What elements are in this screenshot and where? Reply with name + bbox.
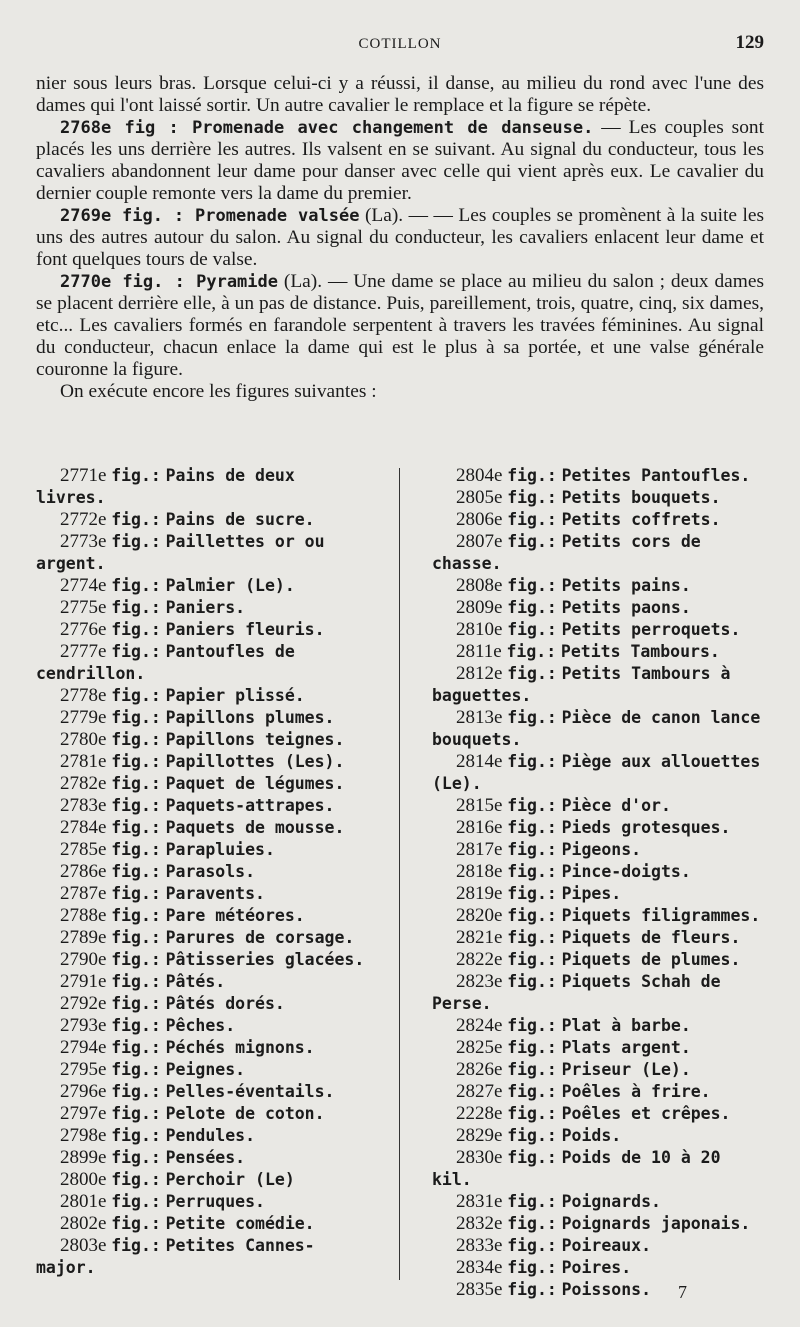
- figure-name: Petits coffrets.: [561, 510, 721, 529]
- figure-number: 2807e: [456, 531, 503, 552]
- figure-name: Petite comédie.: [165, 1214, 315, 1233]
- figure-list-item: [432, 1191, 764, 1213]
- figure-number: 2796e: [60, 1081, 107, 1102]
- figure-list-item: [36, 773, 366, 795]
- figure-number: 2787e: [60, 883, 107, 904]
- figure-name: Paquet de légumes.: [165, 774, 345, 793]
- figure-name: Pâtés dorés.: [165, 994, 285, 1013]
- figure-number: 2793e: [60, 1015, 107, 1036]
- figure-list-item: [36, 1037, 366, 1059]
- figure-name: Péchés mignons.: [165, 1038, 315, 1057]
- figure-number: 2800e: [60, 1169, 107, 1190]
- figure-label: fig.:: [111, 1170, 161, 1189]
- figure-number: 2798e: [60, 1125, 107, 1146]
- figure-label: fig.:: [507, 972, 557, 991]
- figure-number: 2831e: [456, 1191, 503, 1212]
- figure-number: 2777e: [60, 641, 107, 662]
- figure-name: Petits paons.: [561, 598, 691, 617]
- figure-number: 2801e: [60, 1191, 107, 1212]
- figure-name: Papillottes (Les).: [165, 752, 345, 771]
- figure-label: fig.:: [507, 576, 557, 595]
- figure-name: Pelote de coton.: [165, 1104, 325, 1123]
- figure-name: Piquets Schah de Perse.: [432, 972, 721, 1013]
- figure-name: Paniers fleuris.: [165, 620, 325, 639]
- figure-label: fig.:: [507, 818, 557, 837]
- figure-label: fig.:: [111, 1192, 161, 1211]
- figure-label: fig.:: [507, 510, 557, 529]
- figure-number: 2819e: [456, 883, 503, 904]
- figure-list-item: [36, 1103, 366, 1125]
- figure-number: 2808e: [456, 575, 503, 596]
- figure-number: 2829e: [456, 1125, 503, 1146]
- figure-number: 2781e: [60, 751, 107, 772]
- figure-number: 2809e: [456, 597, 503, 618]
- figure-list-item: [36, 927, 366, 949]
- paragraph-text: (La). — Une dame se place au milieu du salon ; deux dames se placent derrière elle, à un pas de distance. Puis, pareillement, trois, quatre, cinq, six dames, etc... Les cavaliers formés en farandole serpentent à travers les travées féminines. Au signal du conducteur, chacun enlace la dame qui est le plus à sa portée, et une valse générale couronne la figure.: [36, 271, 765, 380]
- figure-name: Parapluies.: [165, 840, 275, 859]
- figure-number: 2825e: [456, 1037, 503, 1058]
- figure-name: Pêches.: [165, 1016, 236, 1035]
- paragraph: [36, 73, 764, 117]
- figure-label: fig.:: [507, 664, 557, 683]
- figure-name: Petites Cannes-major.: [36, 1236, 315, 1277]
- figure-list-item: [432, 575, 764, 597]
- figure-number: 2779e: [60, 707, 107, 728]
- figure-label: fig.:: [507, 1126, 557, 1145]
- figure-label: fig.:: [507, 1148, 557, 1167]
- figure-number: 2830e: [456, 1147, 503, 1168]
- figure-list-item: [36, 509, 366, 531]
- figure-label: fig.:: [507, 1236, 557, 1255]
- figure-list-item: [36, 707, 366, 729]
- figure-list-item: [432, 1125, 764, 1147]
- figure-name: Piquets filigrammes.: [561, 906, 761, 925]
- column-divider: [399, 468, 400, 1280]
- figure-label: fig.:: [111, 642, 161, 661]
- figure-number: 2792e: [60, 993, 107, 1014]
- figure-number: 2790e: [60, 949, 107, 970]
- page-number: 129: [735, 32, 764, 53]
- figure-label: fig.:: [111, 686, 161, 705]
- figure-name: Piquets de plumes.: [561, 950, 741, 969]
- figure-list-item: [36, 597, 366, 619]
- figure-name: Poêles et crêpes.: [561, 1104, 731, 1123]
- figure-label: fig.:: [111, 730, 161, 749]
- figure-name: Poissons.: [561, 1280, 652, 1299]
- figure-label: fig.:: [111, 1016, 161, 1035]
- figure-list-item: [36, 1081, 366, 1103]
- figure-name: Pigeons.: [561, 840, 642, 859]
- figure-list-item: [36, 861, 366, 883]
- figure-name: Palmier (Le).: [165, 576, 295, 595]
- figure-label: fig.:: [111, 862, 161, 881]
- figure-number: 2834e: [456, 1257, 503, 1278]
- figure-list-item: [432, 465, 764, 487]
- figure-number: 2814e: [456, 751, 503, 772]
- figure-label: fig.:: [111, 972, 161, 991]
- figure-number: 2833e: [456, 1235, 503, 1256]
- figure-label: fig.:: [507, 1060, 557, 1079]
- figure-list-item: [432, 707, 764, 751]
- figure-label: fig.:: [507, 752, 557, 771]
- figure-name: Paniers.: [165, 598, 246, 617]
- figure-name: Perchoir (Le): [165, 1170, 295, 1189]
- figure-label: fig.:: [507, 840, 557, 859]
- figure-name: Poêles à frire.: [561, 1082, 711, 1101]
- figure-label: fig.:: [507, 1016, 557, 1035]
- figure-list-item: [432, 927, 764, 949]
- figure-label: fig.:: [111, 994, 161, 1013]
- figure-name: Poignards.: [561, 1192, 661, 1211]
- paragraph-text: (La). — — Les couples se promènent à la suite les uns des autres autour du salon. Au signal du conducteur, les cavaliers enlacent leur dame et font quelques tours de valse.: [36, 205, 765, 270]
- figure-label: fig.:: [507, 884, 557, 903]
- figure-number: 2794e: [60, 1037, 107, 1058]
- figure-label: fig.:: [507, 928, 557, 947]
- figure-label: fig.:: [507, 1038, 557, 1057]
- figure-list-item: [36, 817, 366, 839]
- figure-list-item: [36, 1213, 366, 1235]
- figure-label: fig.:: [111, 1148, 161, 1167]
- figure-list-item: [432, 509, 764, 531]
- figure-number: 2832e: [456, 1213, 503, 1234]
- figure-list-item: [36, 729, 366, 751]
- figure-name: Pâtisseries glacées.: [165, 950, 365, 969]
- paragraph-heading: 2770e fig. : Pyramide: [60, 272, 278, 292]
- figure-number: 2795e: [60, 1059, 107, 1080]
- paragraph-heading: 2769e fig. : Promenade valsée: [60, 206, 360, 226]
- figure-name: Petits Tambours.: [560, 642, 720, 661]
- figure-label: fig.:: [507, 1258, 557, 1277]
- figure-name: Papillons plumes.: [165, 708, 335, 727]
- figure-list-item: [36, 993, 366, 1015]
- figure-label: fig.:: [111, 774, 161, 793]
- figure-number: 2228e: [456, 1103, 503, 1124]
- figure-label: fig.:: [111, 1126, 161, 1145]
- figure-label: fig.:: [111, 532, 161, 551]
- figure-label: fig.:: [507, 796, 557, 815]
- figure-name: Petits cors de chasse.: [432, 532, 701, 573]
- figure-list-item: [36, 795, 366, 817]
- figure-number: 2782e: [60, 773, 107, 794]
- figure-list-item: [36, 949, 366, 971]
- figure-list-item: [432, 1235, 764, 1257]
- figure-number: 2804e: [456, 465, 503, 486]
- figure-number: 2797e: [60, 1103, 107, 1124]
- figure-label: fig.:: [111, 1214, 161, 1233]
- figure-label: fig.:: [111, 1060, 161, 1079]
- figure-list-item: [432, 1213, 764, 1235]
- figure-name: Parures de corsage.: [165, 928, 355, 947]
- figure-name: Papier plissé.: [165, 686, 305, 705]
- figure-name: Petits perroquets.: [561, 620, 741, 639]
- figure-label: fig.:: [111, 796, 161, 815]
- figure-number: 2789e: [60, 927, 107, 948]
- figure-label: fig.:: [111, 510, 161, 529]
- figure-list-item: [36, 1125, 366, 1147]
- figure-label: fig.:: [111, 598, 161, 617]
- figure-label: fig.:: [507, 950, 557, 969]
- figure-label: fig.:: [507, 1082, 557, 1101]
- figure-number: 2772e: [60, 509, 107, 530]
- figure-number: 2899e: [60, 1147, 107, 1168]
- figure-name: Paillettes or ou argent.: [36, 532, 325, 573]
- figure-number: 2806e: [456, 509, 503, 530]
- figure-name: Poids de 10 à 20 kil.: [432, 1148, 721, 1189]
- figure-list-item: [36, 839, 366, 861]
- figure-number: 2786e: [60, 861, 107, 882]
- figure-list-item: [36, 531, 366, 575]
- figure-label: fig.:: [507, 1104, 557, 1123]
- figure-name: Poids.: [561, 1126, 622, 1145]
- figure-name: Piège aux allouettes (Le).: [432, 752, 761, 793]
- figure-label: fig.:: [111, 884, 161, 903]
- figure-label: fig.:: [507, 466, 557, 485]
- figure-name: Poignards japonais.: [561, 1214, 751, 1233]
- figure-list-item: [432, 1279, 764, 1301]
- figure-number: 2778e: [60, 685, 107, 706]
- figure-list-item: [432, 1103, 764, 1125]
- figure-number: 2788e: [60, 905, 107, 926]
- figure-name: Petits Tambours à baguettes.: [432, 664, 731, 705]
- figure-name: Pains de deux livres.: [36, 466, 295, 507]
- figure-list-item: [36, 1235, 366, 1279]
- figure-list-item: [36, 1147, 366, 1169]
- figure-name: Pièce de canon lance bouquets.: [432, 708, 761, 749]
- figure-label: fig.:: [506, 642, 557, 661]
- figure-label: fig.:: [111, 906, 161, 925]
- figure-list-item: [432, 1147, 764, 1191]
- paragraph-heading: 2768e fig : Promenade avec changement de danseuse.: [60, 118, 594, 138]
- figure-name: Paravents.: [165, 884, 265, 903]
- figure-name: Pantoufles de cendrillon.: [36, 642, 295, 683]
- figure-name: Piquets de fleurs.: [561, 928, 741, 947]
- figure-label: fig.:: [111, 752, 161, 771]
- figure-label: fig.:: [507, 620, 557, 639]
- paragraph: [36, 205, 764, 271]
- figure-label: fig.:: [507, 598, 557, 617]
- figure-number: 2835e: [456, 1279, 503, 1300]
- paragraph-text: On exécute encore les figures suivantes :: [60, 381, 377, 402]
- figure-number: 2818e: [456, 861, 503, 882]
- figure-list-item: [432, 883, 764, 905]
- paragraph-text: nier sous leurs bras. Lorsque celui-ci y a réussi, il danse, au milieu du rond avec l'une des dames qui l'ont laissé sortir. Un autre cavalier le remplace et la figure se répète.: [36, 73, 764, 116]
- figure-number: 2802e: [60, 1213, 107, 1234]
- figure-number: 2811e: [456, 641, 502, 662]
- figure-list-item: [432, 663, 764, 707]
- figure-list-item: [432, 1059, 764, 1081]
- figure-number: 2774e: [60, 575, 107, 596]
- figure-list-item: [432, 817, 764, 839]
- figure-name: Peignes.: [165, 1060, 246, 1079]
- figure-list-item: [432, 949, 764, 971]
- figure-list-item: [432, 971, 764, 1015]
- figure-number: 2784e: [60, 817, 107, 838]
- figure-label: fig.:: [111, 466, 161, 485]
- figure-label: fig.:: [111, 708, 161, 727]
- figure-number: 2816e: [456, 817, 503, 838]
- figure-list-item: [36, 1169, 366, 1191]
- figure-list-item: [432, 619, 764, 641]
- figure-name: Pieds grotesques.: [561, 818, 731, 837]
- figure-name: Priseur (Le).: [561, 1060, 691, 1079]
- figure-label: fig.:: [111, 840, 161, 859]
- figure-number: 2826e: [456, 1059, 503, 1080]
- figure-list-item: [36, 883, 366, 905]
- figure-number: 2771e: [60, 465, 107, 486]
- signature-mark: 7: [678, 1282, 687, 1302]
- figure-list-item: [432, 795, 764, 817]
- figure-list-item: [432, 1037, 764, 1059]
- figure-list-item: [432, 861, 764, 883]
- figure-list-left-column: [36, 465, 366, 1279]
- paragraph: [36, 117, 764, 205]
- figure-list-item: [432, 1081, 764, 1103]
- figure-number: 2780e: [60, 729, 107, 750]
- figure-name: Perruques.: [165, 1192, 265, 1211]
- figure-list-item: [432, 1015, 764, 1037]
- figure-label: fig.:: [507, 862, 557, 881]
- figure-name: Pendules.: [165, 1126, 256, 1145]
- figure-list-item: [36, 619, 366, 641]
- figure-name: Papillons teignes.: [165, 730, 345, 749]
- figure-label: fig.:: [507, 488, 557, 507]
- figure-name: Poireaux.: [561, 1236, 652, 1255]
- figure-name: Plat à barbe.: [561, 1016, 691, 1035]
- figure-label: fig.:: [507, 906, 557, 925]
- figure-label: fig.:: [111, 576, 161, 595]
- figure-label: fig.:: [507, 708, 557, 727]
- paragraph: [36, 381, 764, 403]
- figure-name: Pensées.: [165, 1148, 246, 1167]
- figure-number: 2824e: [456, 1015, 503, 1036]
- figure-name: Petits bouquets.: [561, 488, 721, 507]
- figure-label: fig.:: [507, 1192, 557, 1211]
- figure-list-right-column: [432, 465, 764, 1301]
- figure-name: Poires.: [561, 1258, 632, 1277]
- figure-number: 2775e: [60, 597, 107, 618]
- body-text: [36, 73, 764, 403]
- figure-label: fig.:: [507, 1214, 557, 1233]
- figure-list-item: [432, 597, 764, 619]
- figure-list-item: [432, 531, 764, 575]
- figure-name: Pince-doigts.: [561, 862, 691, 881]
- figure-name: Paquets-attrapes.: [165, 796, 335, 815]
- figure-name: Pare météores.: [165, 906, 305, 925]
- figure-number: 2817e: [456, 839, 503, 860]
- figure-number: 2776e: [60, 619, 107, 640]
- figure-name: Petits pains.: [561, 576, 691, 595]
- running-header: COTILLON: [358, 36, 442, 52]
- figure-label: fig.:: [111, 950, 161, 969]
- figure-list-item: [432, 641, 764, 663]
- figure-number: 2821e: [456, 927, 503, 948]
- figure-name: Pipes.: [561, 884, 622, 903]
- figure-label: fig.:: [111, 1038, 161, 1057]
- figure-list-item: [36, 1059, 366, 1081]
- figure-number: 2813e: [456, 707, 503, 728]
- figure-name: Pièce d'or.: [561, 796, 671, 815]
- figure-number: 2823e: [456, 971, 503, 992]
- figure-label: fig.:: [111, 1082, 161, 1101]
- figure-name: Plats argent.: [561, 1038, 691, 1057]
- figure-list-item: [36, 465, 366, 509]
- figure-list-item: [432, 1257, 764, 1279]
- figure-list-item: [36, 971, 366, 993]
- figure-label: fig.:: [111, 928, 161, 947]
- figure-name: Parasols.: [165, 862, 256, 881]
- figure-number: 2820e: [456, 905, 503, 926]
- figure-number: 2812e: [456, 663, 503, 684]
- figure-list-item: [36, 905, 366, 927]
- figure-name: Paquets de mousse.: [165, 818, 345, 837]
- figure-label: fig.:: [507, 532, 557, 551]
- figure-list-item: [36, 1015, 366, 1037]
- figure-list-item: [36, 751, 366, 773]
- figure-number: 2815e: [456, 795, 503, 816]
- figure-number: 2827e: [456, 1081, 503, 1102]
- figure-number: 2773e: [60, 531, 107, 552]
- figure-number: 2810e: [456, 619, 503, 640]
- figure-list-item: [36, 1191, 366, 1213]
- figure-list-item: [432, 751, 764, 795]
- figure-list-item: [36, 575, 366, 597]
- figure-list-item: [36, 641, 366, 685]
- figure-name: Pelles-éventails.: [165, 1082, 335, 1101]
- figure-list-item: [432, 839, 764, 861]
- paragraph-text: — Les couples sont placés les uns derrière les autres. Ils valsent en se suivant. Au signal du conducteur, tous les cavaliers abandonnent leur dame pour danser avec celle qui vient après eux. Le cavalier du dernier couple remonte vers la dame du premier.: [36, 117, 764, 204]
- figure-label: fig.:: [507, 1280, 557, 1299]
- figure-number: 2785e: [60, 839, 107, 860]
- figure-name: Petites Pantoufles.: [561, 466, 751, 485]
- figure-label: fig.:: [111, 1104, 161, 1123]
- figure-label: fig.:: [111, 620, 161, 639]
- figure-number: 2783e: [60, 795, 107, 816]
- figure-list-item: [36, 685, 366, 707]
- figure-number: 2805e: [456, 487, 503, 508]
- paragraph: [36, 271, 764, 381]
- figure-list-item: [432, 487, 764, 509]
- figure-number: 2791e: [60, 971, 107, 992]
- figure-name: Pains de sucre.: [165, 510, 315, 529]
- figure-number: 2822e: [456, 949, 503, 970]
- figure-name: Pâtés.: [165, 972, 226, 991]
- figure-label: fig.:: [111, 1236, 161, 1255]
- figure-number: 2803e: [60, 1235, 107, 1256]
- figure-label: fig.:: [111, 818, 161, 837]
- figure-list-item: [432, 905, 764, 927]
